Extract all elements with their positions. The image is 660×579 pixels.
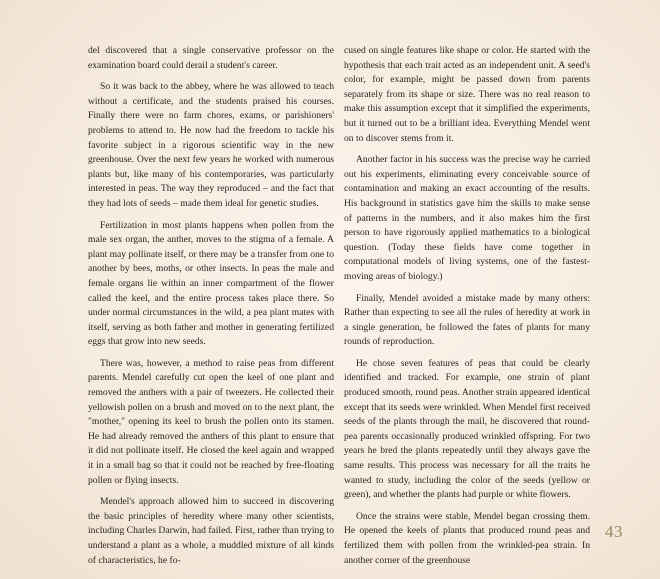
paragraph: cused on single features like shape or color. He started with the hypothesis that each trait acted as an independent unit. A seed's color, for example, might be passed down from parents separately from its shape or size. There was no real reason to make this assumption except that it simplified the experiments, but it turned out to be a brilliant idea. Everything Mendel went on to discover stems from it.: [344, 45, 590, 144]
page-number: 43: [605, 522, 623, 541]
right-column: [344, 44, 590, 575]
paragraph: Fertilization in most plants happens when pollen from the male sex organ, the anther, moves to the stigma of a female. A plant may pollinate itself, or there may be a transfer from one to another by bees, moths, or other insects. In peas the male and female organs lie within an inner compartment of the flower called the keel, and the entire process takes place there. So under normal circumstances in the wild, a pea plant mates with itself, serving as both father and mother in generating fertilized eggs that grow into new seeds.: [88, 219, 334, 348]
paragraph: Mendel's approach allowed him to succeed in discovering the basic principles of heredity where many other scientists, including Charles Darwin, had failed. First, rather than trying to understand a plant as a whole, a muddled mixture of all kinds of characteristics, he fo-: [88, 496, 334, 566]
paragraph: There was, however, a method to raise peas from different parents. Mendel carefully cut open the keel of one plant and removed the anthers with a pair of tweezers. He collected their yellowish pollen on a brush and moved on to the next plant, the "mother," opening its keel to brush the pollen onto its stamen. He had already removed the anthers of this plant to ensure that it did not pollinate itself. He closed the keel again and wrapped it in a small bag so that it could not be reached by free-floating pollen or flying insects.: [88, 357, 334, 486]
paragraph: Finally, Mendel avoided a mistake made by many others: Rather than expecting to see all the rules of heredity at work in a single generation, he followed the fates of plants for many rounds of reproduction.: [344, 292, 590, 348]
paragraph: He chose seven features of peas that could be clearly identified and tracked. For example, one strain of plant produced smooth, round peas. Another strain appeared identical except that its seeds were wrinkled. When Mendel first received seeds of the plants through the mail, he discovered that round-pea parents occasionally produced wrinkled offspring. For two years he bred the plants repeatedly until they always gave the same results. This process was necessary for all the traits he wanted to study, including the color of the seeds (yellow or green), and whether the plants had purple or white flowers.: [344, 357, 590, 501]
paragraph: del discovered that a single conservative professor on the examination board could derail a student's career.: [88, 45, 334, 71]
left-column: [88, 44, 334, 575]
paragraph: So it was back to the abbey, where he was allowed to teach without a certificate, and the students praised his courses. Finally there were no farm chores, exams, or parishioners' problems to attend to. He now had the freedom to tackle his favorite subject in a rigorous scientific way in the new greenhouse. Over the next few years he worked with numerous plants but, like many of his contemporaries, was particularly interested in peas. The way they reproduced – and the fact that they had lots of seeds – made them ideal for genetic studies.: [88, 81, 334, 209]
paragraph: Another factor in his success was the precise way he carried out his experiments, eliminating every conceivable source of contamination and making an exact accounting of the results. His background in statistics gave him the skills to make sense of patterns in the numbers, and it also makes him the first person to have rigorously applied mathematics to a biological question. (Today these fields have come together in computational models of living systems, one of the fastest-moving areas of biology.): [344, 154, 590, 282]
paragraph: Once the strains were stable, Mendel began crossing them. He opened the keels of plants that produced round peas and fertilized them with pollen from the wrinkled-pea strain. In another corner of the greenhouse: [344, 510, 590, 566]
